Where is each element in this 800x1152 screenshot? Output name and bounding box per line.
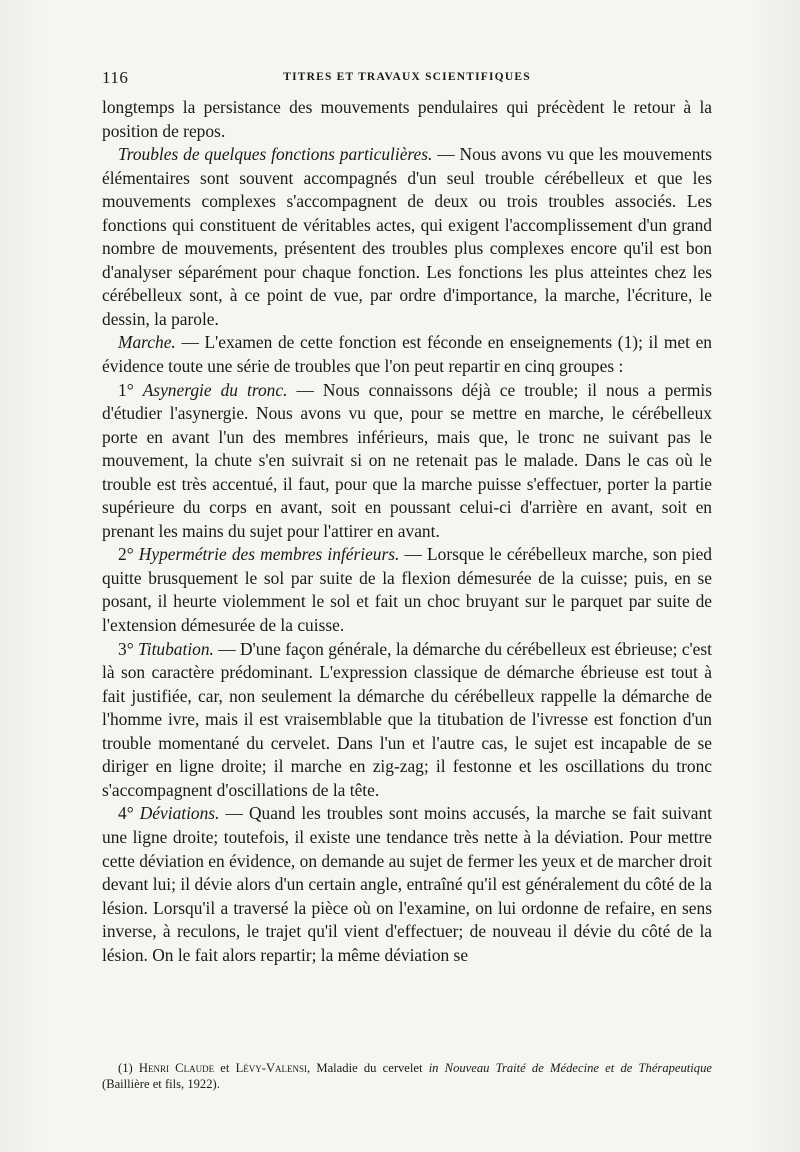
paragraph-text: — Quand les troubles sont moins accusés, la marche se fait suivant une ligne droite; toutefois, il existe une tendance très nette à la déviation. Pour mettre cette déviation en évidence, on demande au sujet de fermer les yeux et de marcher droit devant lui; il dévie alors d'un certain angle, entraîné qu'il est généralement du côté de la lésion. Lorsqu'il a traversé la pièce où on l'examine, on lui ordonne de refaire, en sens inverse, à reculons, le trajet qu'il vient d'effectuer; de nouveau il dévie du côté de la lésion. On le fait alors repartir; la même déviation se [102,803,712,965]
page-header [102,68,712,88]
paragraph-text: — D'une façon générale, la démarche du cérébelleux est ébrieuse; c'est là son caractère prédominant. L'expression classique de démarche ébrieuse est tout à fait justifiée, car, non seulement la démarche du cérébelleux rappelle la démarche de l'homme ivre, mais il est vraisemblable que la titubation de l'ivresse est fonction d'un trouble momentané du cervelet. Dans l'un et l'autre cas, le sujet est incapable de se diriger en ligne droite; il marche en zig-zag; il festonne et les oscillations du tronc s'accompagnent d'oscillations de la tête. [102,638,712,800]
footnote-author: Lévy-Valensi [235,1061,308,1075]
paragraph-text: — Nous avons vu que les mouvements élémentaires sont souvent accompagnés d'un seul trouble cérébelleux et que les mouvements complexes s'accompagnent de deux ou trois troubles associés. Les fonctions qui constituent de véritables actes, qui exigent l'accomplissement d'un grand nombre de mouvements, présentent des troubles plus complexes encore qu'il est bon d'analyser séparément pour chaque fonction. Les fonctions les plus atteintes chez les cérébelleux sont, à ce point de vue, par ordre d'importance, la marche, l'écriture, le dessin, la parole. [102,144,712,329]
paragraph [102,379,712,544]
list-number: 4° [118,803,140,824]
footnote-text: (Baillière et fils, 1922). [102,1077,220,1091]
paragraph [102,143,712,331]
list-number: 1° [118,379,143,400]
paragraph-text: — Nous connaissons déjà ce trouble; il nous a permis d'étudier l'asynergie. Nous avons vu que, pour se mettre en marche, le cérébelleux porte en avant l'un des membres inférieurs, mais que, le tronc ne suivant pas le mouvement, la chute s'en suivrait si on ne retenait pas le malade. Dans le cas où le trouble est très accentué, il faut, pour que la marche puisse s'effectuer, porter la partie supérieure du corps en avant, soit en poussant celui-ci d'arrière en avant, soit en prenant les mains du sujet pour l'attirer en avant. [102,379,712,541]
list-number: 3° [118,638,139,659]
section-heading: Déviations. [139,803,220,824]
footnote [102,1060,712,1092]
paragraph-text: longtemps la persistance des mouvements pendulaires qui précèdent le retour à la position de repos. [102,97,712,141]
footnote-text: , Maladie du cervelet [307,1061,429,1075]
section-heading: Asynergie du tronc. [142,379,288,400]
paragraph-text: — L'examen de cette fonction est féconde en enseignements (1); il met en évidence toute une série de troubles que l'on peut repartir en cinq groupes : [102,332,712,377]
paragraph [102,638,712,803]
paragraph [102,96,712,143]
running-title: TITRES ET TRAVAUX SCIENTIFIQUES [283,71,531,83]
section-heading: Marche. [118,332,176,353]
section-heading: Hypermétrie des membres inférieurs. [138,544,400,565]
paragraph-text: — Lorsque le cérébelleux marche, son pied quitte brusquement le sol par suite de la flexion démesurée de la cuisse; puis, en se posant, il heurte violemment le sol et fait un choc bruyant sur le parquet par suite de l'extension démesurée de la cuisse. [102,544,713,636]
paragraph [102,802,712,967]
footnote-marker: (1) [118,1061,139,1075]
footnotes [102,1060,712,1092]
paragraph [102,543,712,637]
section-heading: Troubles de quelques fonctions particulières. [118,144,433,165]
section-heading: Titubation. [138,638,214,659]
list-number: 2° [118,544,139,565]
body-text [102,96,712,967]
page-number: 116 [102,68,129,87]
footnote-text: et [214,1061,236,1075]
paragraph [102,331,712,378]
footnote-author: Henri Claude [138,1061,215,1075]
footnote-work-title: in Nouveau Traité de Médecine et de Thérapeutique [428,1061,712,1075]
